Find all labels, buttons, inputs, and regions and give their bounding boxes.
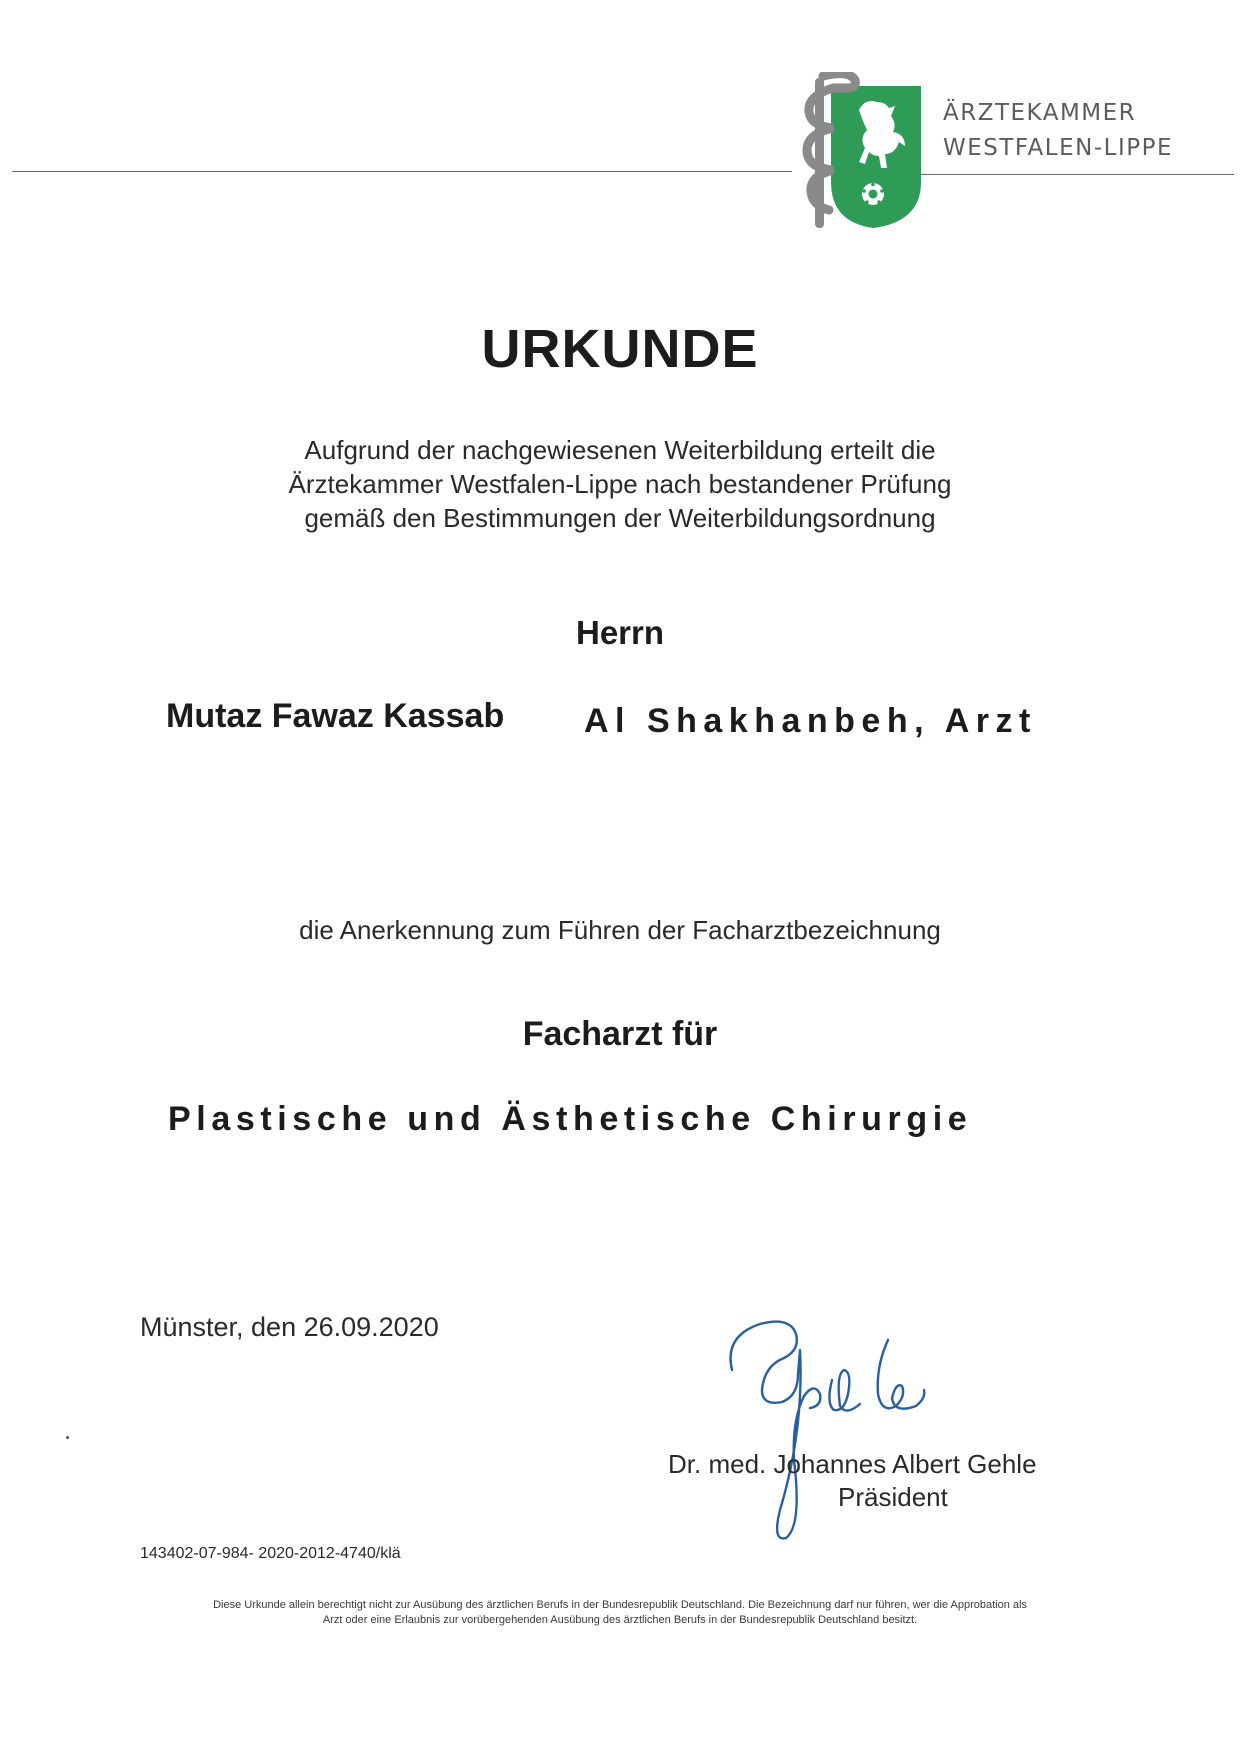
intro-line: Ärztekammer Westfalen-Lippe nach bestandener Prüfung xyxy=(288,469,952,499)
chamber-logo-icon xyxy=(793,72,923,230)
scan-speck xyxy=(66,1436,69,1439)
organization-name-line2: WESTFALEN-LIPPE xyxy=(943,135,1173,161)
intro-line: gemäß den Bestimmungen der Weiterbildungsordnung xyxy=(304,503,936,533)
specialty-title: Plastische und Ästhetische Chirurgie xyxy=(168,1100,973,1138)
header-rule-right xyxy=(916,174,1234,175)
specialist-label: Facharzt für xyxy=(522,1015,718,1053)
place-and-date: Münster, den 26.09.2020 xyxy=(140,1312,439,1342)
organization-name-line1: ÄRZTEKAMMER xyxy=(943,100,1137,126)
signatory-block xyxy=(668,1448,1037,1514)
recognition-statement: die Anerkennung zum Führen der Facharztbezeichnung xyxy=(299,915,941,945)
signatory-name: Dr. med. Johannes Albert Gehle xyxy=(668,1449,1037,1479)
reference-number: 143402-07-984- 2020-2012-4740/klä xyxy=(140,1545,401,1562)
footnote-line: Arzt oder eine Erlaubnis zur vorübergehenden Ausübung des ärztlichen Berufs in der Bundesrepublik Deutschland besitzt. xyxy=(322,1614,918,1626)
salutation: Herrn xyxy=(575,614,665,651)
intro-paragraph xyxy=(0,433,1240,535)
organization-name xyxy=(943,96,1173,166)
legal-footnote xyxy=(0,1598,1240,1628)
intro-line: Aufgrund der nachgewiesenen Weiterbildung erteilt die xyxy=(304,435,936,465)
recipient-name-first: Mutaz Fawaz Kassab xyxy=(166,697,505,735)
header-rule-left xyxy=(12,171,792,172)
document-title: URKUNDE xyxy=(481,319,759,379)
signature-icon xyxy=(720,1310,1020,1550)
footnote-line: Diese Urkunde allein berechtigt nicht zur Ausübung des ärztlichen Berufs in der Bundesrepublik Deutschland. Die Bezeichnung darf nur führen, wer die Approbation als xyxy=(213,1599,1027,1611)
signatory-role: Präsident xyxy=(838,1482,948,1512)
recipient-name-last: Al Shakhanbeh, Arzt xyxy=(584,702,1037,740)
